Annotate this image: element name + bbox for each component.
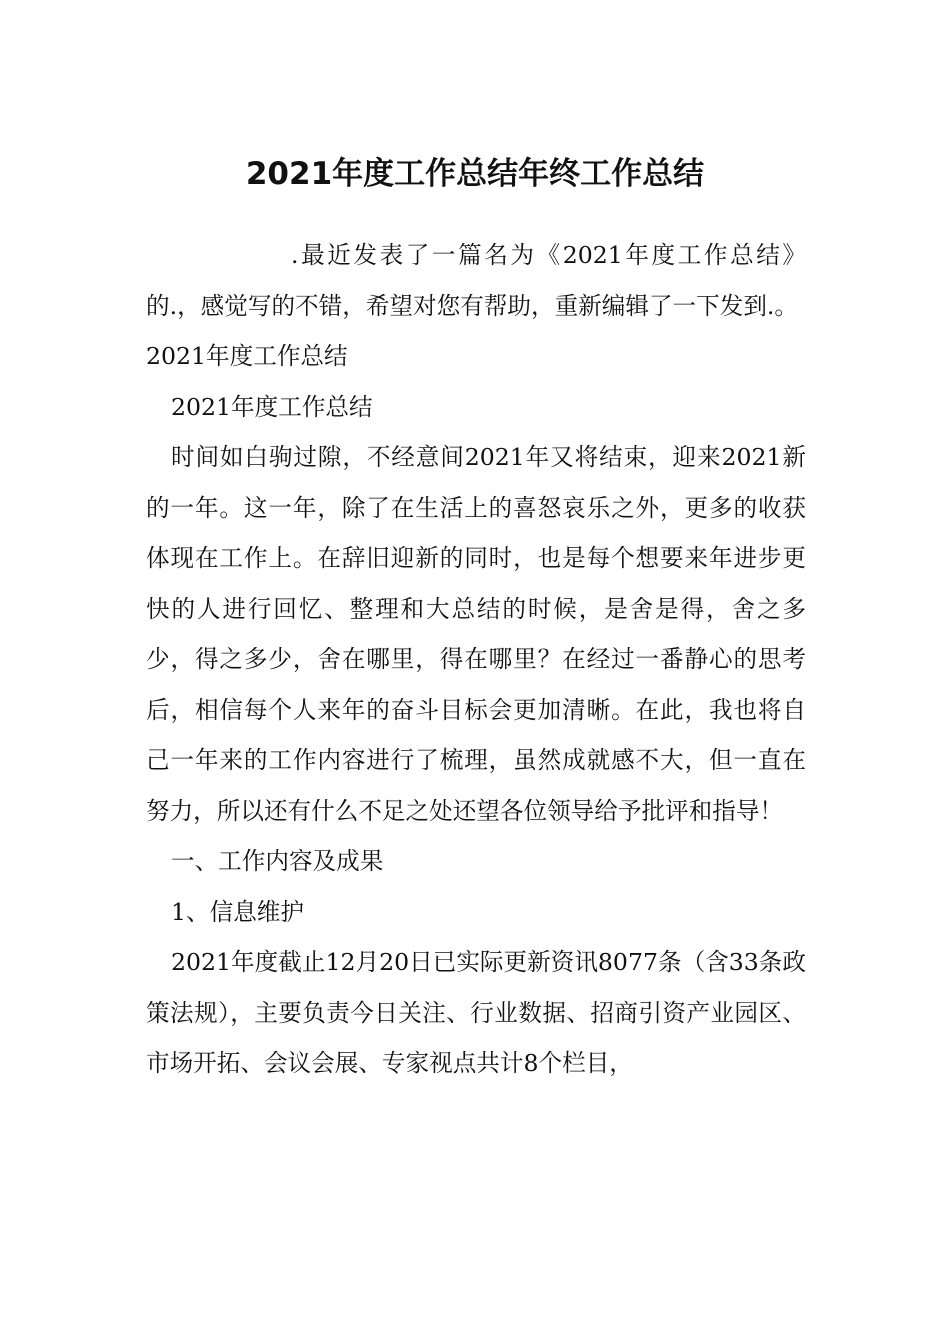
body-paragraph-info-maintenance: 2021年度截止12月20日已实际更新资讯8077条（含33条政策法规），主要负责今日关注、行业数据、招商引资产业园区、市场开拓、会议会展、专家视点共计8个栏目， bbox=[146, 948, 806, 1077]
document-title: 2021年度工作总结年终工作总结 bbox=[245, 155, 705, 192]
section-heading: 2021年度工作总结 bbox=[146, 342, 348, 370]
body-paragraph: 时间如白驹过隙，不经意间2021年又将结束，迎来2021新的一年。这一年，除了在生活上的喜怒哀乐之外，更多的收获体现在工作上。在辞旧迎新的同时，也是每个想要来年进步更快的人进行回忆、整理和大总结的时候，是舍是得，舍之多少，得之多少，舍在哪里，得在哪里？在经过一番静心的思考后，相信每个人来年的奋斗目标会更加清晰。在此，我也将自己一年来的工作内容进行了梳理，虽然成就感不大，但一直在努力，所以还有什么不足之处还望各位领导给予批评和指导！ bbox=[146, 443, 806, 825]
subsection-heading-info-maintenance: 1、信息维护 bbox=[171, 897, 304, 926]
section-heading-work-content: 一、工作内容及成果 bbox=[171, 847, 384, 875]
intro-paragraph: .最近发表了一篇名为《2021年度工作总结》的.，感觉写的不错，希望对您有帮助，重新编辑了一下发到.。 bbox=[146, 241, 806, 320]
document-body bbox=[146, 230, 806, 1089]
subtitle-paragraph: 2021年度工作总结 bbox=[171, 392, 373, 421]
